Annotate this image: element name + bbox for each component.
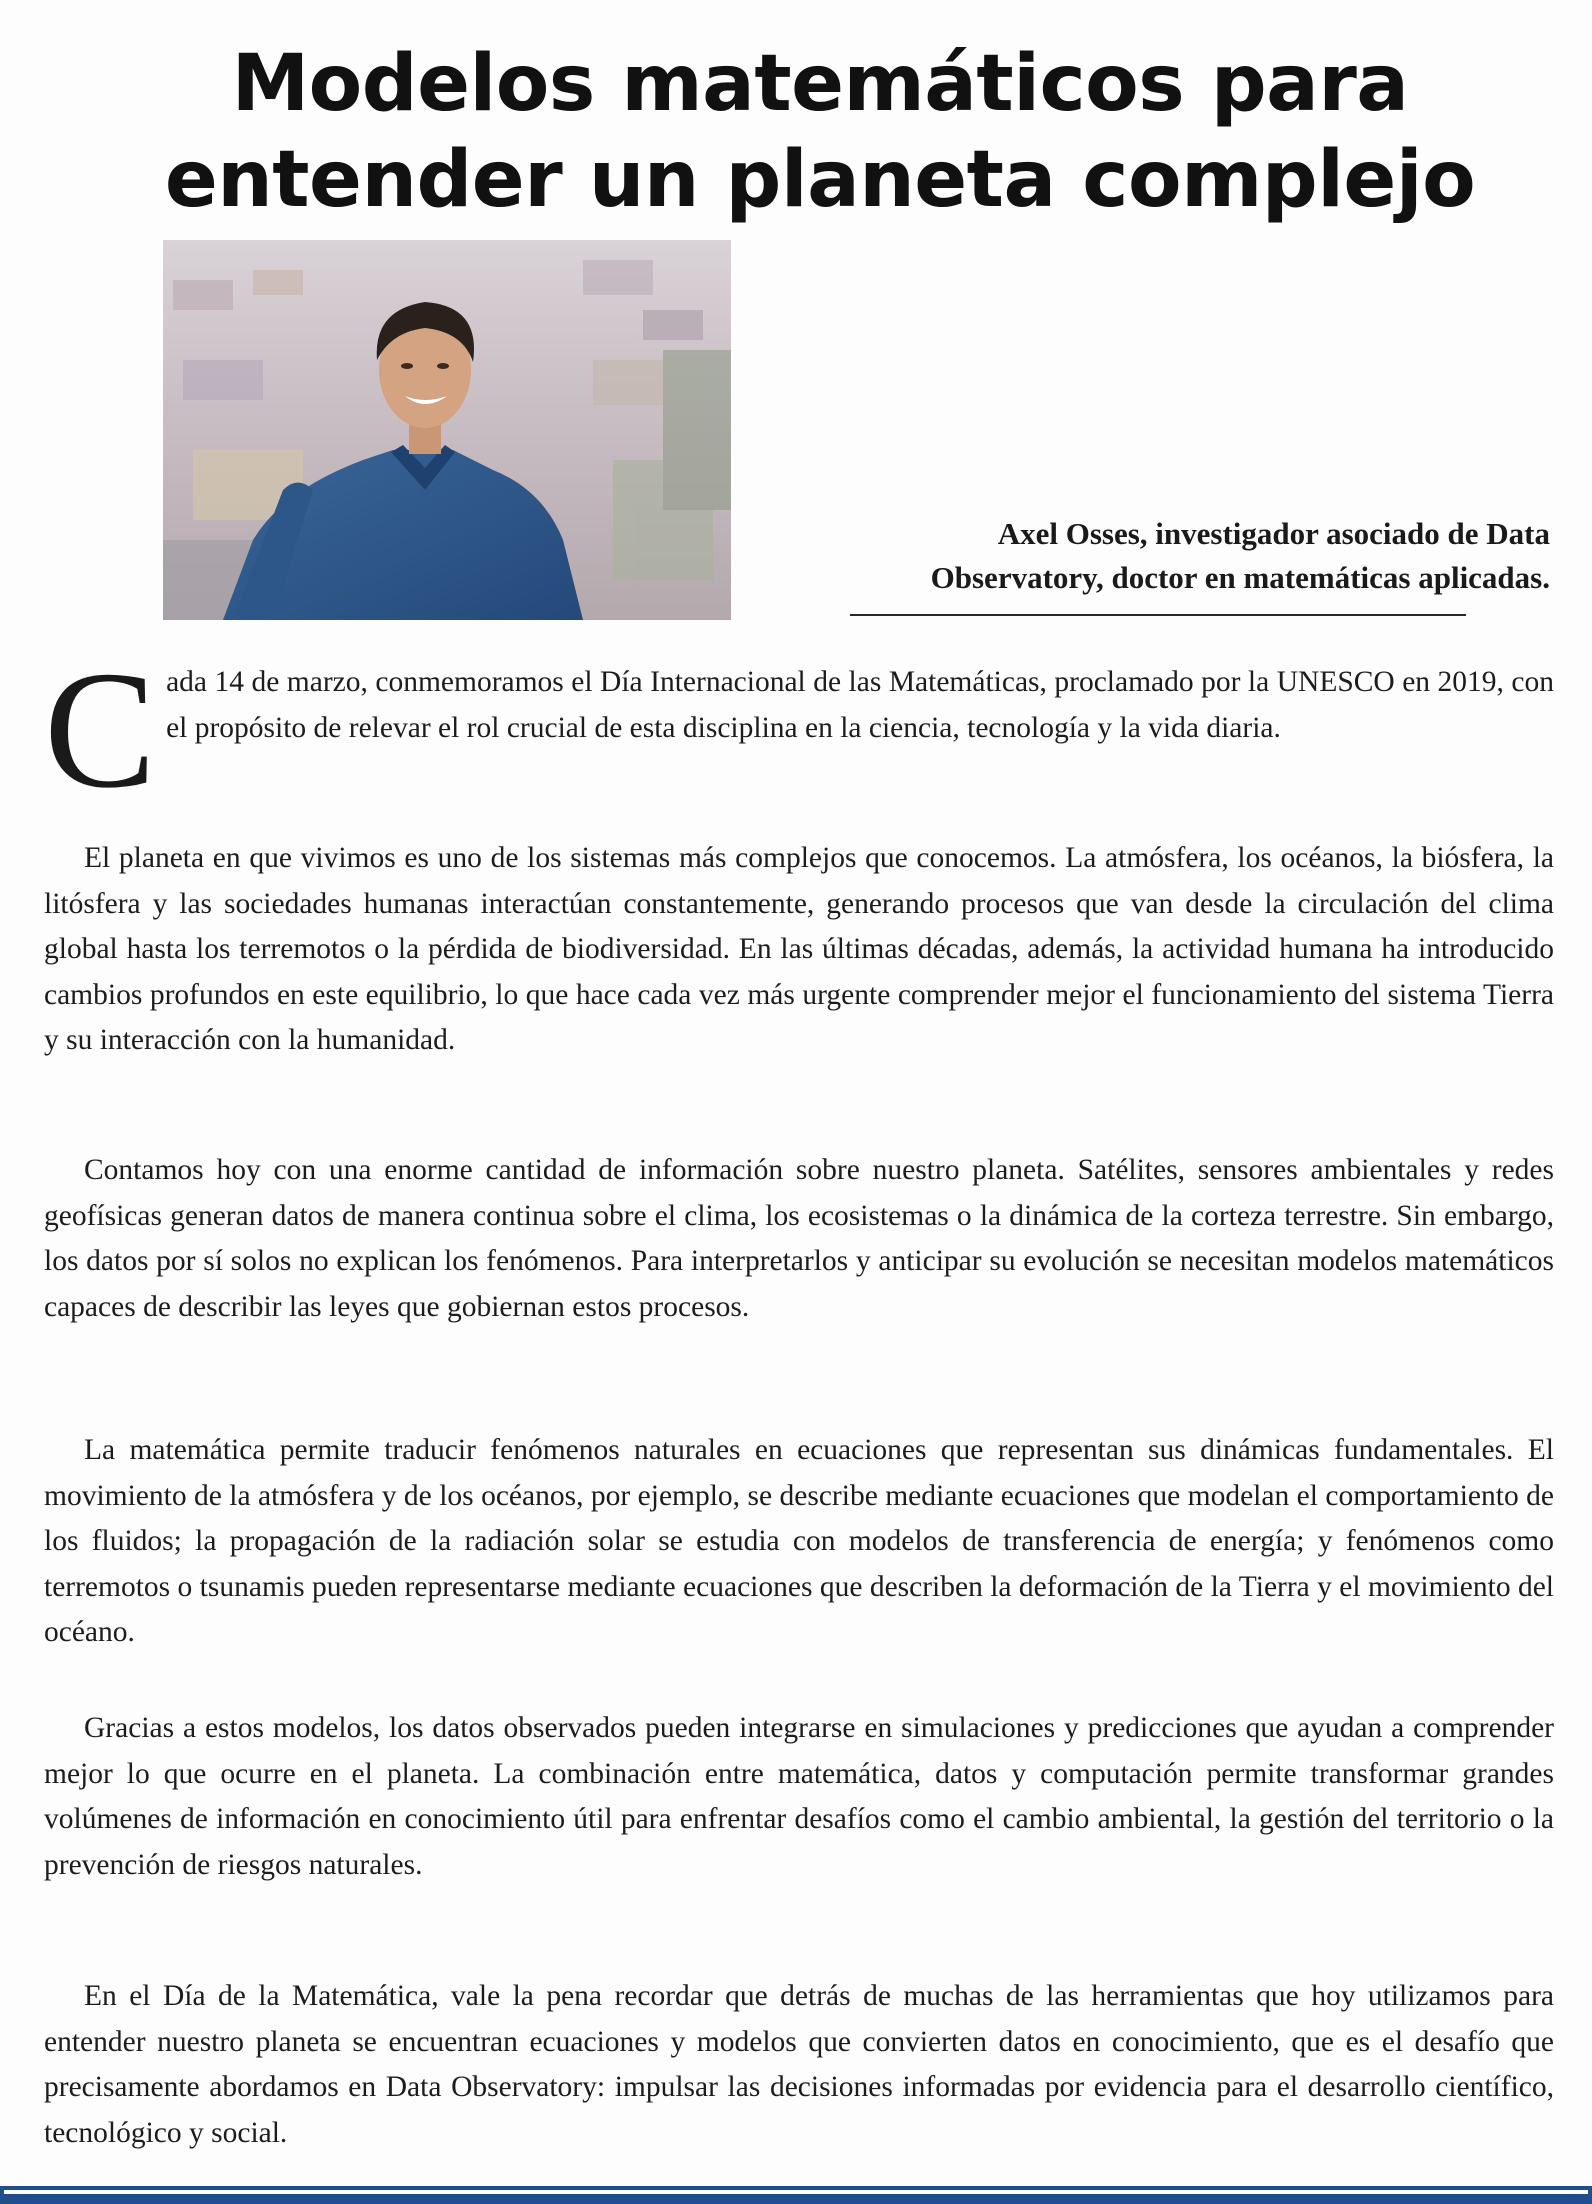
caption-divider bbox=[850, 614, 1466, 616]
paragraph-5: Gracias a estos modelos, los datos observados pueden integrarse en simulaciones y predicciones que ayudan a comprender mejor lo que ocurre en el planeta. La combinación entre matemática, datos y computación permite transformar grandes volúmenes de información en conocimiento útil para enfrentar desafíos como el cambio ambiental, la gestión del territorio o la prevención de riesgos naturales. bbox=[44, 1712, 1554, 1881]
bottom-border-inner-line bbox=[4, 2190, 1588, 2194]
caption-line-2: Observatory, doctor en matemáticas aplicadas. bbox=[930, 560, 1550, 595]
paragraph-3: Contamos hoy con una enorme cantidad de información sobre nuestro planeta. Satélites, sensores ambientales y redes geofísicas generan datos de manera continua sobre el clima, los ecosistemas o la dinámica de la corteza terrestre. Sin embargo, los datos por sí solos no explican los fenómenos. Para interpretarlos y anticipar su evolución se necesitan modelos matemáticos capaces de describir las leyes que gobiernan estos procesos. bbox=[44, 1154, 1554, 1323]
drop-cap: C bbox=[44, 637, 157, 823]
paragraph-intro bbox=[44, 637, 1554, 823]
photo-caption bbox=[780, 512, 1550, 600]
article-title-line-1: Modelos matemáticos para bbox=[231, 39, 1409, 129]
paragraph-4: La matemática permite traducir fenómenos naturales en ecuaciones que representan sus dinámicas fundamentales. El movimiento de la atmósfera y de los océanos, por ejemplo, se describe mediante ecuaciones que modelan el comportamiento de los fluidos; la propagación de la radiación solar se estudia con modelos de transferencia de energía; y fenómenos como terremotos o tsunamis pueden representarse mediante ecuaciones que describen la deformación de la Tierra y el movimiento del océano. bbox=[44, 1434, 1554, 1648]
article-title-line-2: entender un planeta complejo bbox=[164, 135, 1476, 225]
caption-line-1: Axel Osses, investigador asociado de Data bbox=[997, 516, 1550, 551]
bottom-border-bar bbox=[0, 2186, 1592, 2204]
paragraph-intro-text: ada 14 de marzo, conmemoramos el Día Internacional de las Matemáticas, proclamado por la UNESCO en 2019, con el propósito de relevar el rol crucial de esta disciplina en la ciencia, tecnología y la vida diaria. bbox=[166, 666, 1554, 744]
author-photo bbox=[163, 240, 731, 620]
article-title bbox=[120, 36, 1520, 228]
paragraph-2: El planeta en que vivimos es uno de los sistemas más complejos que conocemos. La atmósfera, los océanos, la biósfera, la litósfera y las sociedades humanas interactúan constantemente, generando procesos que van desde la circulación del clima global hasta los terremotos o la pérdida de biodiversidad. En las últimas décadas, además, la actividad humana ha introducido cambios profundos en este equilibrio, lo que hace cada vez más urgente comprender mejor el funcionamiento del sistema Tierra y su interacción con la humanidad. bbox=[44, 842, 1554, 1056]
paragraph-6: En el Día de la Matemática, vale la pena recordar que detrás de muchas de las herramientas que hoy utilizamos para entender nuestro planeta se encuentran ecuaciones y modelos que convierten datos en conocimiento, que es el desafío que precisamente abordamos en Data Observatory: impulsar las decisiones informadas por evidencia para el desarrollo científico, tecnológico y social. bbox=[44, 1980, 1554, 2149]
